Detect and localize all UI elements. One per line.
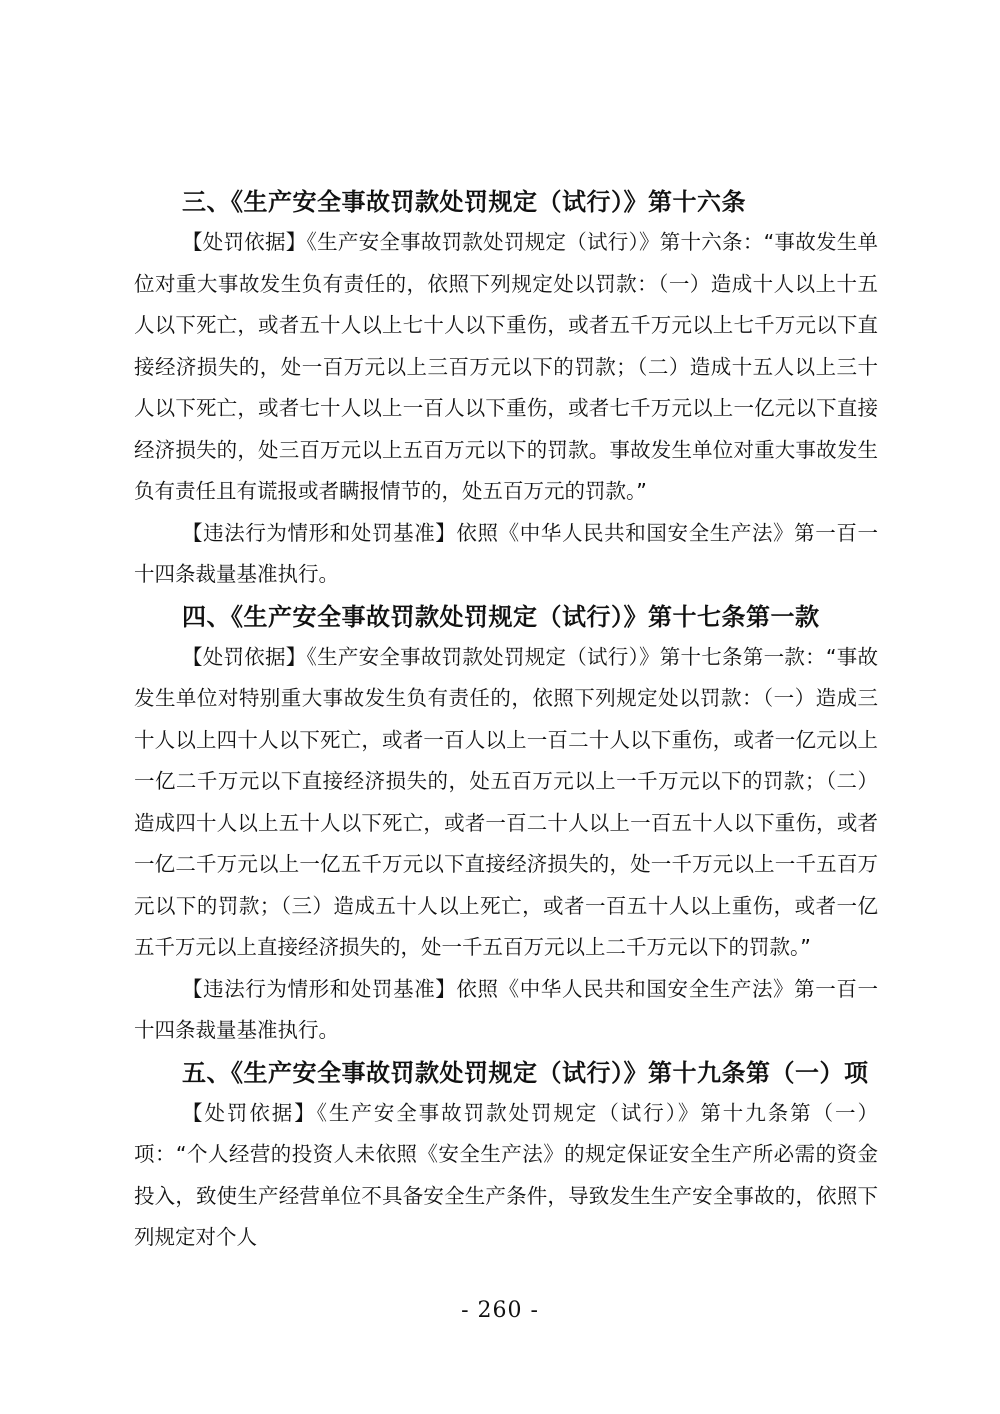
penalty-basis-text: 《生产安全事故罚款处罚规定（试行）》第十七条第一款：“事故发生单位对特别重大事故发生负有责任的，依照下列规定处以罚款：（一）造成三十人以上四十人以下死亡，或者一百人以上一百二十人以下重伤，或者一亿元以上一亿二千万元以下直接经济损失的，处五百万元以上一千万元以下的罚款；（二）造成四十人以上五十人以下死亡，或者一百二十人以上一百五十人以下重伤，或者一亿二千万元以上一亿五千万元以下直接经济损失的，处一千万元以上一千五百万元以下的罚款；（三）造成五十人以上死亡，或者一百五十人以上重伤，或者一亿五千万元以上直接经济损失的，处一千五百万元以上二千万元以下的罚款。” [134, 644, 879, 959]
penalty-standard-label: 【违法行为情形和处罚基准】 [182, 520, 457, 545]
page-content [134, 181, 878, 1259]
penalty-basis-text: 《生产安全事故罚款处罚规定（试行）》第十六条：“事故发生单位对重大事故发生负有责任的，依照下列规定处以罚款：（一）造成十人以上十五人以下死亡，或者五十人以上七十人以下重伤，或者五千万元以上七千万元以下直接经济损失的，处一百万元以上三百万元以下的罚款；（二）造成十五人以上三十人以下死亡，或者七十人以上一百人以下重伤，或者七千万元以上一亿元以下直接经济损失的，处三百万元以上五百万元以下的罚款。事故发生单位对重大事故发生负有责任且有谎报或者瞒报情节的，处五百万元的罚款。” [134, 230, 879, 503]
penalty-standard-text: 依照《中华人民共和国安全生产法》第一百一十四条裁量基准执行。 [134, 976, 878, 1042]
page-number: - 260 - [461, 1298, 539, 1323]
penalty-standard-paragraph [134, 969, 878, 1052]
section-heading-16: 三、《生产安全事故罚款处罚规定（试行）》第十六条 [182, 187, 746, 216]
penalty-basis-label: 【处罚依据】 [182, 1100, 317, 1125]
section-heading-19: 五、《生产安全事故罚款处罚规定（试行）》第十九条第（一）项 [182, 1057, 869, 1087]
penalty-basis-paragraph [134, 222, 878, 513]
penalty-standard-paragraph [134, 513, 878, 596]
penalty-basis-paragraph [134, 1093, 878, 1259]
penalty-basis-label: 【处罚依据】 [182, 230, 307, 254]
penalty-standard-label: 【违法行为情形和处罚基准】 [182, 976, 457, 1001]
penalty-basis-text: 《生产安全事故罚款处罚规定（试行）》第十九条第（一）项：“个人经营的投资人未依照《安全生产法》的规定保证安全生产所必需的资金投入，致使生产经营单位不具备安全生产条件，导致发生生产安全事故的，依照下列规定对个人 [134, 1100, 879, 1249]
penalty-standard-text: 依照《中华人民共和国安全生产法》第一百一十四条裁量基准执行。 [134, 520, 878, 586]
penalty-basis-label: 【处罚依据】 [182, 644, 307, 669]
section-heading-17: 四、《生产安全事故罚款处罚规定（试行）》第十七条第一款 [182, 601, 820, 631]
penalty-basis-paragraph [134, 637, 878, 969]
